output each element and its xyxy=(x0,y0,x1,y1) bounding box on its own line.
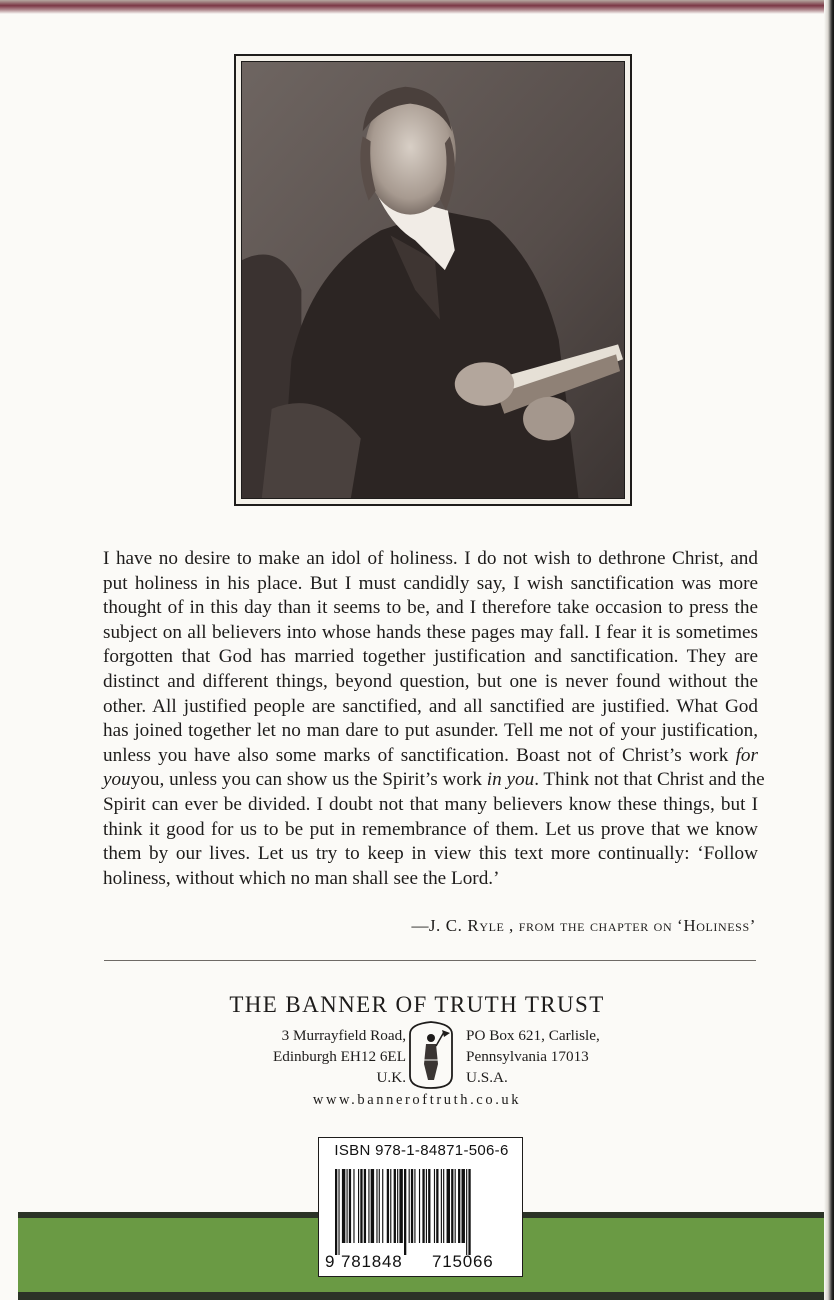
address-line: PO Box 621, Carlisle, xyxy=(466,1027,600,1044)
quote-line: has joined together let no man dare to put asunder. Tell me not of your justification, xyxy=(103,720,758,742)
quote-line: them by our lives. Let us try to keep in view this text more continually: ‘Follow xyxy=(103,843,758,865)
barcode-digits-right: 715066 xyxy=(432,1252,494,1271)
barcode-bar xyxy=(349,1169,351,1243)
quote-italic-you: you xyxy=(103,769,131,791)
barcode-bar xyxy=(360,1169,362,1243)
address-line: 3 Murrayfield Road, xyxy=(281,1027,406,1044)
barcode-bar xyxy=(414,1169,415,1243)
cover-bottom-edge xyxy=(18,1292,824,1300)
publisher-name: THE BANNER OF TRUTH TRUST xyxy=(229,992,605,1017)
barcode-bar xyxy=(353,1169,354,1243)
attribution-dash: — xyxy=(411,916,429,935)
barcode-bar xyxy=(364,1169,366,1243)
quote-segment: you, unless you can show us the Spirit’s work xyxy=(130,769,487,791)
address-line: Edinburgh EH12 6EL xyxy=(272,1048,406,1065)
barcode-bar xyxy=(342,1169,345,1243)
barcode-bar xyxy=(387,1169,389,1243)
publisher-website: www.banneroftruth.co.uk xyxy=(312,1092,522,1108)
quote-line: subject on all believers into whose hands these pages may fall. I fear it is sometimes xyxy=(103,621,758,643)
divider-rule xyxy=(104,960,756,961)
cover-top-edge xyxy=(0,0,834,14)
barcode-bar xyxy=(458,1169,460,1243)
portrait-frame xyxy=(234,54,632,506)
barcode-bar xyxy=(338,1169,339,1255)
quote-line: holiness, without which no man shall see the Lord.’ xyxy=(103,867,500,889)
attribution-source: , from the chapter on ‘Holiness’ xyxy=(509,916,756,935)
address-line: U.S.A. xyxy=(466,1069,508,1086)
quote-line: thought of in this day than it seems to be, and I therefore take occasion to press the xyxy=(103,597,758,619)
quote-line: put holiness in his place. But I must candidly say, I wish sanctification was more xyxy=(103,572,758,594)
barcode-bar xyxy=(434,1169,435,1243)
quote-line xyxy=(103,768,765,793)
barcode-bar xyxy=(419,1169,420,1243)
barcode-bar xyxy=(443,1169,444,1243)
quote-line: think it good for us to be put in remembrance of them. Let us prove that we know xyxy=(103,818,758,840)
barcode-bars xyxy=(323,1169,518,1255)
quote-segment: unless you have also some marks of sanctification. Boast not of Christ’s work xyxy=(103,744,736,766)
quote-line: forgotten that God has married together justification and sanctification. They are xyxy=(103,646,758,668)
barcode-bar xyxy=(399,1169,402,1243)
barcode-bar xyxy=(441,1169,442,1243)
barcode-bar xyxy=(347,1169,348,1243)
barcode-bar xyxy=(379,1169,380,1243)
barcode-bar xyxy=(397,1169,398,1243)
barcode-bar xyxy=(382,1169,383,1243)
us-address xyxy=(466,1025,600,1088)
barcode-bar xyxy=(394,1169,396,1243)
isbn-number: ISBN 978-1-84871-506-6 xyxy=(334,1142,509,1159)
quote-line: Spirit can ever be divided. I doubt not that many believers know these things, but I xyxy=(103,793,758,815)
barcode-bar xyxy=(368,1169,369,1243)
barcode-bar xyxy=(447,1169,450,1243)
quote-italic-for: for xyxy=(735,744,758,766)
quote-line: other. All justified people are sanctified, and all sanctified are justified. What God xyxy=(103,695,758,717)
quote-line: I have no desire to make an idol of holiness. I do not wish to dethrone Christ, and xyxy=(103,548,758,569)
portrait-engraving-icon xyxy=(241,61,625,499)
barcode-bar xyxy=(455,1169,456,1243)
barcode-bar xyxy=(335,1169,337,1255)
quote-segment: . Think not that Christ and the xyxy=(534,769,765,791)
barcode-bar xyxy=(451,1169,453,1243)
barcode-bar xyxy=(409,1169,410,1243)
barcode-bar xyxy=(468,1169,470,1255)
address-line: Pennsylvania 17013 xyxy=(466,1048,589,1065)
quote-line: distinct and different things, beyond question, but one is never found without the xyxy=(103,670,758,692)
barcode-bar xyxy=(466,1169,467,1255)
barcode-bar xyxy=(436,1169,438,1243)
barcode-bar xyxy=(411,1169,413,1243)
quote-italic-in-you: in you xyxy=(486,769,535,791)
barcode-bar xyxy=(462,1169,465,1243)
barcode-bar xyxy=(376,1169,377,1243)
barcode-bar xyxy=(358,1169,359,1243)
portrait-image xyxy=(242,62,624,498)
barcode-bar xyxy=(422,1169,424,1243)
barcode-bar xyxy=(390,1169,391,1243)
attribution-author: J. C. Ryle xyxy=(428,916,505,935)
barcode-digit-lead: 9 xyxy=(325,1252,336,1271)
barcode-digits-left: 781848 xyxy=(341,1252,403,1271)
barcode-bar xyxy=(404,1169,406,1255)
quote-text xyxy=(103,547,765,891)
banner-figure-logo-icon xyxy=(404,1020,458,1090)
uk-address xyxy=(273,1025,406,1088)
barcode-bar xyxy=(428,1169,430,1243)
barcode-bar xyxy=(426,1169,427,1243)
isbn-barcode xyxy=(318,1137,523,1277)
barcode-bar xyxy=(371,1169,374,1243)
quote-attribution xyxy=(300,916,756,936)
address-line: U.K. xyxy=(376,1069,406,1086)
quote-line xyxy=(103,744,758,769)
